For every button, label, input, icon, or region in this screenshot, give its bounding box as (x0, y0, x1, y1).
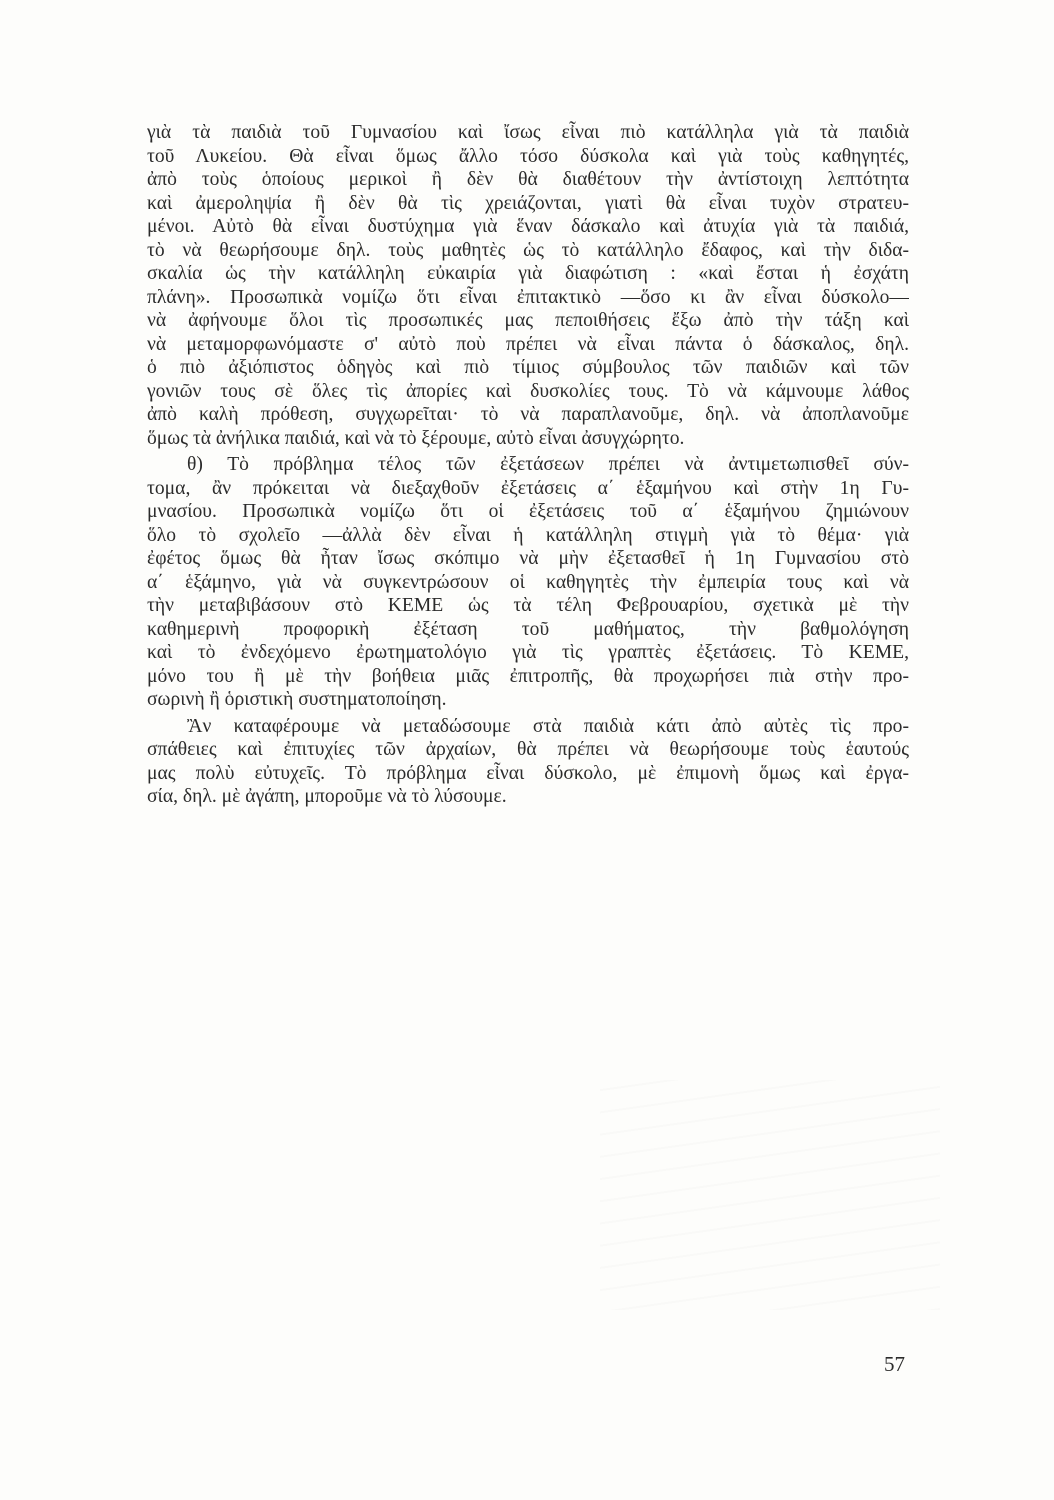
page-number: 57 (884, 1352, 905, 1376)
text-line: γονιῶν τους σὲ ὅλες τὶς ἀπορίες καὶ δυσκολίες τους. Τὸ νὰ κάμνουμε λάθος (147, 380, 909, 402)
text-line: μνασίου. Προσωπικὰ νομίζω ὅτι οἱ ἐξετάσεις τοῦ α΄ ἑξαμήνου ζημιώνουν (147, 501, 909, 522)
text-line: τομα, ἂν πρόκειται νὰ διεξαχθοῦν ἐξετάσεις α΄ ἑξαμήνου καὶ στὴν 1η Γυ- (147, 477, 909, 499)
text-line: ἐφέτος ὅμως θὰ ἦταν ἴσως σκόπιμο νὰ μὴν ἐξετασθεῖ ἡ 1η Γυμνασίου στὸ (147, 548, 909, 569)
text-line: πλάνη». Προσωπικὰ νομίζω ὅτι εἶναι ἐπιτακτικὸ —ὅσο κι ἂν εἶναι δύσκολο— (147, 286, 909, 308)
paragraph (147, 453, 909, 712)
text-line: γιὰ τὰ παιδιὰ τοῦ Γυμνασίου καὶ ἴσως εἶναι πιὸ κατάλληλα γιὰ τὰ παιδιὰ (147, 122, 909, 143)
text-line: α΄ ἑξάμηνο, γιὰ νὰ συγκεντρώσουν οἱ καθηγητὲς τὴν ἐμπειρία τους καὶ νὰ (147, 571, 909, 593)
text-line: καὶ ἀμεροληψία ἢ δὲν θὰ τὶς χρειάζονται, γιατὶ θὰ εἶναι τυχὸν στρατευ- (147, 192, 909, 214)
text-line: τὴν μεταβιβάσουν στὸ ΚΕΜΕ ὡς τὰ τέλη Φεβρουαρίου, σχετικὰ μὲ τὴν (147, 595, 909, 616)
text-line: μένοι. Αὐτὸ θὰ εἶναι δυστύχημα γιὰ ἕναν δάσκαλο καὶ ἀτυχία γιὰ τὰ παιδιά, (147, 216, 909, 237)
text-line: μόνο του ἢ μὲ τὴν βοήθεια μιᾶς ἐπιτροπῆς, θὰ προχωρήσει πιὰ στὴν προ- (147, 665, 909, 687)
text-line: θ) Τὸ πρόβλημα τέλος τῶν ἐξετάσεων πρέπει νὰ ἀντιμετωπισθεῖ σύν- (187, 454, 909, 475)
text-line: νὰ μεταμορφωνόμαστε σ' αὐτὸ ποὺ πρέπει νὰ εἶναι πάντα ὁ δάσκαλος, δηλ. (147, 333, 909, 355)
text-line: ἀπὸ τοὺς ὁποίους μερικοὶ ἢ δὲν θὰ διαθέτουν τὴν ἀντίστοιχη λεπτότητα (147, 169, 909, 190)
body-text (147, 121, 909, 809)
text-line: σωρινὴ ἢ ὁριστικὴ συστηματοποίηση. (147, 689, 447, 710)
text-line: ὁ πιὸ ἀξιόπιστος ὁδηγὸς καὶ πιὸ τίμιος σύμβουλος τῶν παιδιῶν καὶ τῶν (147, 357, 909, 378)
bleed-through-texture (600, 1080, 940, 1310)
text-line: ὅλο τὸ σχολεῖο —ἀλλὰ δὲν εἶναι ἡ κατάλληλη στιγμὴ γιὰ τὸ θέμα· γιὰ (147, 524, 909, 546)
text-line: καὶ τὸ ἐνδεχόμενο ἐρωτηματολόγιο γιὰ τὶς γραπτὲς ἐξετάσεις. Τὸ ΚΕΜΕ, (147, 642, 909, 663)
text-line: μας πολὺ εὐτυχεῖς. Τὸ πρόβλημα εἶναι δύσκολο, μὲ ἐπιμονὴ ὅμως καὶ ἐργα- (147, 762, 909, 784)
text-line: τοῦ Λυκείου. Θὰ εἶναι ὅμως ἄλλο τόσο δύσκολα καὶ γιὰ τοὺς καθηγητές, (147, 145, 909, 167)
text-line: Ἂν καταφέρουμε νὰ μεταδώσουμε στὰ παιδιὰ κάτι ἀπὸ αὐτὲς τὶς προ- (187, 715, 909, 737)
text-line: καθημερινὴ προφορικὴ ἐξέταση τοῦ μαθήματος, τὴν βαθμολόγηση (147, 618, 909, 640)
text-line: ἀπὸ καλὴ πρόθεση, συγχωρεῖται· τὸ νὰ παραπλανοῦμε, δηλ. νὰ ἀποπλανοῦμε (147, 404, 909, 425)
text-line: ὅμως τὰ ἀνήλικα παιδιά, καὶ νὰ τὸ ξέρουμε, αὐτὸ εἶναι ἀσυγχώρητο. (147, 427, 685, 449)
paragraph (147, 121, 909, 450)
text-line: νὰ ἀφήνουμε ὅλοι τὶς προσωπικές μας πεποιθήσεις ἔξω ἀπὸ τὴν τάξη καὶ (147, 310, 909, 331)
text-line: τὸ νὰ θεωρήσουμε δηλ. τοὺς μαθητὲς ὡς τὸ κατάλληλο ἔδαφος, καὶ τὴν διδα- (147, 239, 909, 261)
text-line: σία, δηλ. μὲ ἀγάπη, μποροῦμε νὰ τὸ λύσουμε. (147, 786, 507, 807)
paragraph (147, 715, 909, 809)
text-line: σπάθειες καὶ ἐπιτυχίες τῶν ἀρχαίων, θὰ πρέπει νὰ θεωρήσουμε τοὺς ἑαυτούς (147, 739, 909, 760)
text-line: σκαλία ὡς τὴν κατάλληλη εὐκαιρία γιὰ διαφώτιση : «καὶ ἔσται ἡ ἐσχάτη (147, 263, 909, 284)
